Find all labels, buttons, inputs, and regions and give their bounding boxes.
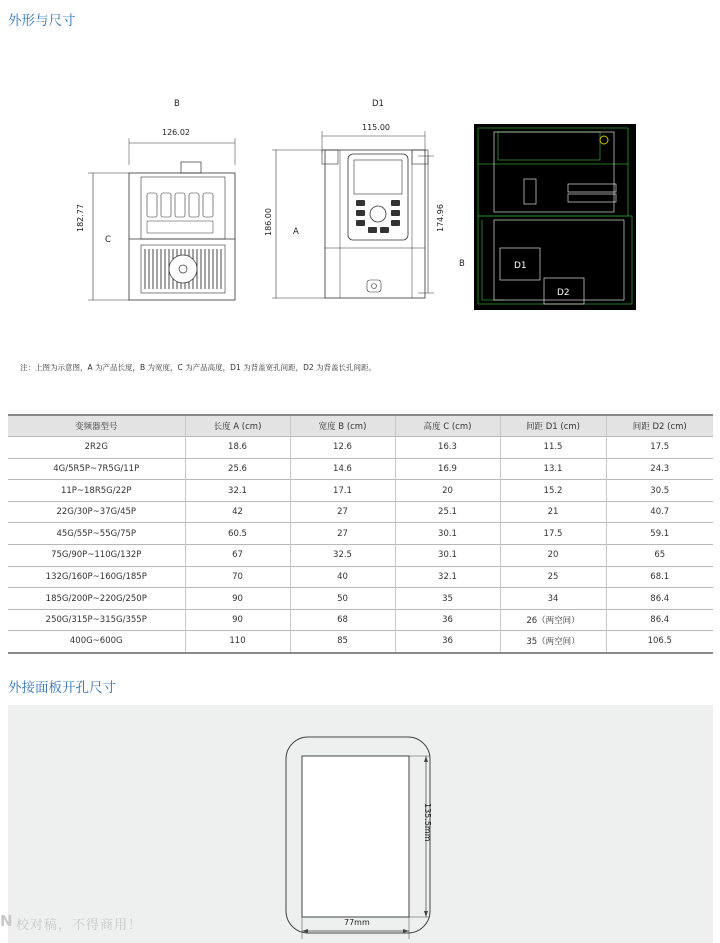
cell-length: 60.5 — [185, 523, 290, 545]
cell-width: 14.6 — [290, 458, 395, 480]
front-label-b: B — [174, 99, 180, 109]
front-view-drawing — [85, 135, 245, 305]
dimensions-title: 外形与尺寸 — [8, 13, 76, 29]
back-view-drawing — [474, 124, 636, 310]
side-label-d1: D1 — [372, 99, 384, 109]
cell-d2: 17.5 — [650, 442, 670, 453]
cell-length: 90 — [185, 609, 290, 631]
cell-height: 25.1 — [395, 501, 500, 523]
cell-d1: 25 — [500, 566, 606, 588]
cell-width: 40 — [290, 566, 395, 588]
header-model: 变频器型号 — [8, 415, 185, 437]
cell-model: 132G/160P~160G/185P — [8, 566, 185, 588]
cell-d2: 40.7 — [650, 507, 670, 518]
side-height-inner-dim: 174.96 — [436, 204, 445, 232]
panel-width-dim: 77mm — [344, 918, 370, 927]
cell-width: 85 — [290, 631, 395, 653]
cell-d2: 59.1 — [650, 528, 670, 539]
cell-height: 16.9 — [395, 458, 500, 480]
cell-width: 27 — [290, 523, 395, 545]
header-width: 宽度 B (cm) — [290, 415, 395, 437]
table-row — [8, 437, 713, 459]
table-row — [8, 458, 713, 480]
header-length: 长度 A (cm) — [185, 415, 290, 437]
cell-width: 68 — [290, 609, 395, 631]
cell-length: 25.6 — [185, 458, 290, 480]
header-d1: 间距 D1 (cm) — [500, 415, 606, 437]
side-view-drawing — [270, 128, 460, 308]
cell-d2: 86.4 — [650, 615, 670, 626]
cell-model: 22G/30P~37G/45P — [8, 501, 185, 523]
cell-d2: 106.5 — [647, 636, 672, 647]
back-label-d1: D1 — [514, 261, 527, 271]
cell-length: 32.1 — [185, 480, 290, 502]
table-row — [8, 480, 713, 502]
cell-height: 36 — [395, 609, 500, 631]
header-d2: 间距 D2 (cm) — [632, 422, 687, 433]
cell-width: 50 — [290, 588, 395, 610]
cell-length: 70 — [185, 566, 290, 588]
cell-d1: 35（两空间） — [500, 631, 606, 653]
panel-title: 外接面板开孔尺寸 — [8, 680, 116, 696]
cell-width: 32.5 — [290, 545, 395, 567]
back-label-b: B — [459, 259, 465, 269]
cell-length: 90 — [185, 588, 290, 610]
cell-height: 32.1 — [395, 566, 500, 588]
front-width-dim: 126.02 — [162, 128, 190, 137]
panel-cutout-box — [8, 705, 713, 943]
cell-width: 27 — [290, 501, 395, 523]
cell-model: 185G/200P~220G/250P — [8, 588, 185, 610]
cell-width: 12.6 — [290, 437, 395, 459]
cell-d1: 21 — [500, 501, 606, 523]
cell-height: 30.1 — [395, 545, 500, 567]
front-height-dim: 182.77 — [76, 204, 85, 232]
side-width-dim: 115.00 — [362, 123, 390, 132]
cell-d1: 26（两空间） — [500, 609, 606, 631]
cell-width: 17.1 — [290, 480, 395, 502]
table-header-row — [8, 415, 713, 437]
panel-height-dim: 135.5mm — [423, 803, 432, 842]
drawing-note: 注：上图为示意图，A 为产品长度，B 为宽度，C 为产品高度，D1 为背盖宽孔间距，D2 为背盖长孔间距。 — [20, 363, 377, 372]
table-row — [8, 545, 713, 567]
cell-height: 20 — [395, 480, 500, 502]
watermark-text: 校对稿，不得商用！ — [16, 918, 143, 933]
cell-model: 2R2G — [8, 437, 185, 459]
watermark-mark: N — [0, 912, 13, 930]
cell-model: 75G/90P~110G/132P — [8, 545, 185, 567]
cell-model: 11P~18R5G/22P — [8, 480, 185, 502]
cell-model: 4G/5R5P~7R5G/11P — [8, 458, 185, 480]
side-label-a: A — [293, 227, 299, 237]
cell-length: 42 — [185, 501, 290, 523]
cell-height: 30.1 — [395, 523, 500, 545]
cell-model: 400G~600G — [8, 631, 185, 653]
cell-model: 45G/55P~55G/75P — [8, 523, 185, 545]
table-row — [8, 609, 713, 631]
cell-length: 18.6 — [185, 437, 290, 459]
cell-d1: 15.2 — [500, 480, 606, 502]
cell-height: 16.3 — [395, 437, 500, 459]
cell-d1: 20 — [500, 545, 606, 567]
cell-height: 36 — [395, 631, 500, 653]
cell-d2: 24.3 — [650, 463, 670, 474]
side-height-outer-dim: 186.00 — [264, 208, 273, 236]
table-row — [8, 588, 713, 610]
cell-d2: 65 — [654, 550, 666, 561]
cell-d2: 68.1 — [650, 571, 670, 582]
table-row — [8, 523, 713, 545]
table-row — [8, 566, 713, 588]
spec-table — [8, 414, 713, 654]
header-height: 高度 C (cm) — [395, 415, 500, 437]
cell-d1: 17.5 — [500, 523, 606, 545]
cell-length: 67 — [185, 545, 290, 567]
table-row — [8, 501, 713, 523]
cell-d1: 34 — [500, 588, 606, 610]
front-label-c: C — [105, 235, 111, 245]
back-label-d2: D2 — [557, 288, 570, 298]
cell-length: 110 — [185, 631, 290, 653]
cell-height: 35 — [395, 588, 500, 610]
cell-model: 250G/315P~315G/355P — [8, 609, 185, 631]
cell-d2: 86.4 — [650, 593, 670, 604]
cell-d1: 13.1 — [500, 458, 606, 480]
cell-d1: 11.5 — [500, 437, 606, 459]
table-row — [8, 631, 713, 653]
cell-d2: 30.5 — [650, 485, 670, 496]
